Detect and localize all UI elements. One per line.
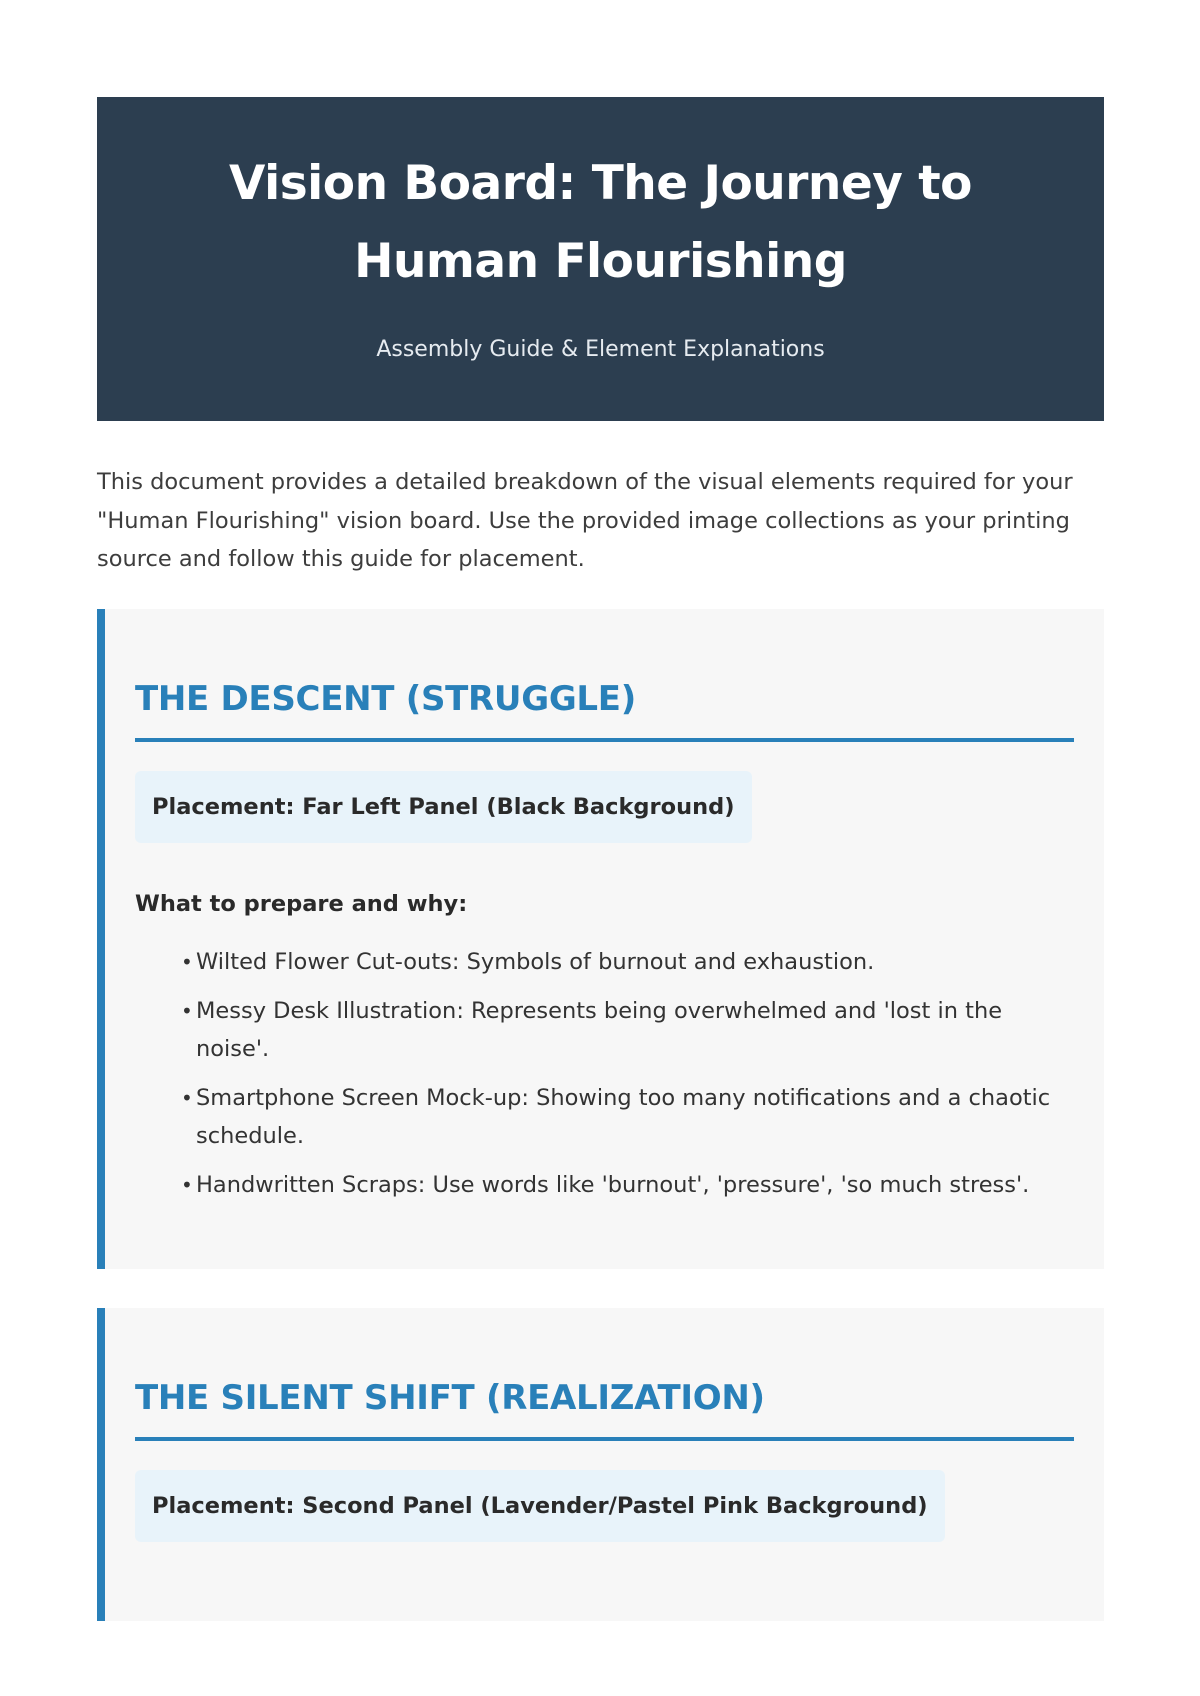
header-banner <box>97 97 1104 421</box>
prep-list <box>135 943 1074 1204</box>
list-item <box>181 992 1056 1068</box>
bullet-icon: • <box>181 949 193 974</box>
list-item <box>181 943 1056 981</box>
document-page <box>97 97 1104 1621</box>
list-item <box>181 1166 1056 1204</box>
list-item-text: Handwritten Scraps: Use words like 'burnout', 'pressure', 'so much stress'. <box>196 1171 1030 1198</box>
placement-badge: Placement: Second Panel (Lavender/Pastel Pink Background) <box>135 1470 945 1542</box>
section-title: THE DESCENT (STRUGGLE) <box>135 678 636 719</box>
list-item-text: Wilted Flower Cut-outs: Symbols of burnout and exhaustion. <box>196 948 875 975</box>
bullet-icon: • <box>181 1172 193 1197</box>
section-title: THE SILENT SHIFT (REALIZATION) <box>135 1377 765 1418</box>
list-item <box>181 1079 1056 1155</box>
list-item-text: Smartphone Screen Mock-up: Showing too many notifications and a chaotic schedule. <box>196 1084 1051 1149</box>
page-subtitle: Assembly Guide & Element Explanations <box>376 337 825 362</box>
page-title: Vision Board: The Journey to Human Flourishing <box>229 156 972 289</box>
placement-badge: Placement: Far Left Panel (Black Background) <box>135 771 752 843</box>
bullet-icon: • <box>181 1085 193 1110</box>
section-divider <box>135 1437 1074 1441</box>
bullet-icon: • <box>181 998 193 1023</box>
section-divider <box>135 738 1074 742</box>
prep-heading: What to prepare and why: <box>135 890 468 917</box>
intro-paragraph: This document provides a detailed breakdown of the visual elements required for your "Human Flourishing" vision board. Use the provided image collections as your printing source and follow this guide for placement. <box>97 469 1073 572</box>
section-silent-shift <box>97 1308 1104 1621</box>
section-descent <box>97 609 1104 1269</box>
list-item-text: Messy Desk Illustration: Represents being overwhelmed and 'lost in the noise'. <box>196 997 1003 1062</box>
